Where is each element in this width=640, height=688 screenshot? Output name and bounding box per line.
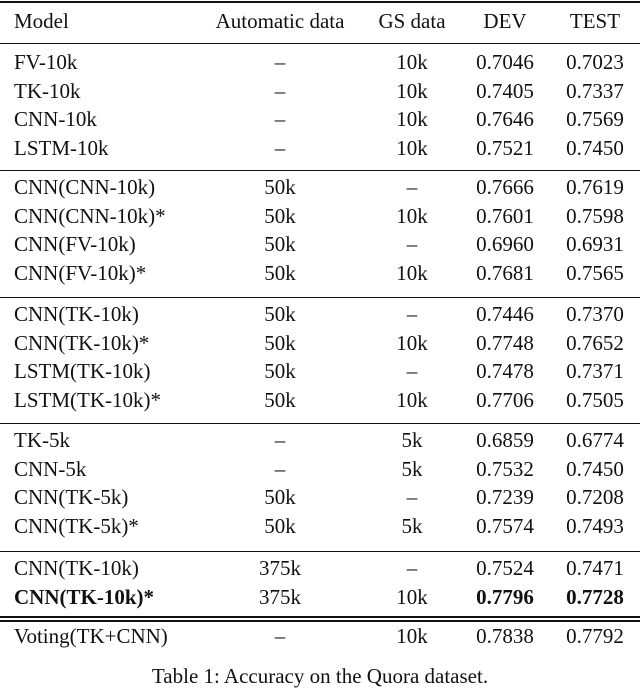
cell-gs-data: 10k <box>396 203 428 228</box>
cell-automatic-data: – <box>274 78 286 103</box>
cell-model: CNN(TK-5k) <box>14 485 129 510</box>
table-row <box>0 455 640 483</box>
cell-dev: 0.7681 <box>476 261 534 286</box>
cell-model: CNN(FV-10k) <box>14 232 136 257</box>
cell-model: CNN(CNN-10k) <box>14 175 156 199</box>
cell-model: CNN(TK-5k)* <box>14 514 139 539</box>
cell-automatic-data: 375k <box>259 556 301 580</box>
cell-gs-data: – <box>406 485 418 510</box>
cell-test: 0.6774 <box>566 428 624 452</box>
cell-test: 0.7652 <box>566 330 624 355</box>
cell-test: 0.7493 <box>566 514 624 539</box>
cell-model: TK-5k <box>14 428 70 452</box>
cell-model: LSTM(TK-10k)* <box>14 388 161 413</box>
cell-dev: 0.7405 <box>476 78 534 103</box>
cell-dev: 0.7532 <box>476 456 534 481</box>
header-test: TEST <box>569 9 621 33</box>
table-row <box>0 77 640 105</box>
header-dev: DEV <box>483 9 527 33</box>
cell-automatic-data: – <box>274 136 286 161</box>
cell-model: CNN(TK-10k) <box>14 556 139 580</box>
cell-model: CNN(CNN-10k)* <box>14 203 166 228</box>
cell-dev: 0.7646 <box>476 107 534 132</box>
cell-gs-data: 5k <box>401 456 423 481</box>
cell-dev: 0.7574 <box>476 514 534 539</box>
cell-test: 0.7023 <box>566 50 624 74</box>
header-automatic-data: Automatic data <box>215 9 345 33</box>
cell-automatic-data: – <box>274 456 286 481</box>
table-row <box>0 483 640 511</box>
cell-gs-data: – <box>406 359 418 384</box>
cell-automatic-data: 50k <box>264 302 296 326</box>
cell-test: 0.7471 <box>566 556 624 580</box>
group-separator <box>0 170 640 171</box>
cell-automatic-data: 50k <box>264 330 296 355</box>
cell-automatic-data: – <box>274 107 286 132</box>
table-caption: Table 1: Accuracy on the Quora dataset. <box>151 664 489 688</box>
cell-gs-data: – <box>406 232 418 257</box>
table-row <box>0 357 640 385</box>
table-row <box>0 583 640 611</box>
cell-automatic-data: 50k <box>264 203 296 228</box>
cell-test: 0.7565 <box>566 261 624 286</box>
cell-test: 0.7371 <box>566 359 624 384</box>
table-row <box>0 48 640 76</box>
cell-test: 0.7792 <box>566 624 624 648</box>
cell-test: 0.7370 <box>566 302 624 326</box>
cell-automatic-data: 50k <box>264 388 296 413</box>
cell-gs-data: 10k <box>396 388 428 413</box>
cell-dev: 0.7796 <box>476 584 534 609</box>
table-row <box>0 202 640 230</box>
cell-gs-data: 5k <box>401 514 423 539</box>
table-row <box>0 300 640 328</box>
cell-test: 0.7450 <box>566 456 624 481</box>
cell-automatic-data: 50k <box>264 514 296 539</box>
cell-dev: 0.7748 <box>476 330 534 355</box>
table-row <box>0 259 640 287</box>
cell-model: FV-10k <box>14 50 78 74</box>
cell-automatic-data: 50k <box>264 175 296 199</box>
table-row <box>0 230 640 258</box>
cell-dev: 0.7666 <box>476 175 534 199</box>
cell-model: CNN(TK-10k) <box>14 302 139 326</box>
cell-model: LSTM-10k <box>14 136 109 161</box>
cell-dev: 0.7521 <box>476 136 534 161</box>
cell-gs-data: 10k <box>396 584 428 609</box>
cell-automatic-data: 50k <box>264 261 296 286</box>
cell-test: 0.7728 <box>566 584 624 609</box>
cell-dev: 0.7478 <box>476 359 534 384</box>
cell-gs-data: 10k <box>396 624 428 648</box>
cell-dev: 0.6859 <box>476 428 534 452</box>
cell-test: 0.7337 <box>566 78 624 103</box>
cell-automatic-data: – <box>274 428 286 452</box>
cell-gs-data: 10k <box>396 50 428 74</box>
cell-dev: 0.7601 <box>476 203 534 228</box>
cell-model: CNN(FV-10k)* <box>14 261 147 286</box>
cell-dev: 0.7706 <box>476 388 534 413</box>
cell-test: 0.7619 <box>566 175 624 199</box>
cell-automatic-data: 50k <box>264 232 296 257</box>
cell-test: 0.7569 <box>566 107 624 132</box>
cell-model: CNN(TK-10k)* <box>14 584 154 609</box>
table-row <box>0 173 640 201</box>
cell-model: Voting(TK+CNN) <box>14 624 168 648</box>
cell-dev: 0.7524 <box>476 556 534 580</box>
table-row <box>0 426 640 454</box>
table-row <box>0 554 640 582</box>
cell-automatic-data: 375k <box>259 584 301 609</box>
top-rule <box>0 1 640 3</box>
cell-model: TK-10k <box>14 78 81 103</box>
cell-gs-data: – <box>406 556 418 580</box>
cell-gs-data: 10k <box>396 330 428 355</box>
cell-gs-data: 10k <box>396 261 428 286</box>
group-separator <box>0 423 640 424</box>
cell-gs-data: – <box>406 175 418 199</box>
table-row <box>0 105 640 133</box>
group-separator <box>0 551 640 552</box>
cell-model: CNN-5k <box>14 456 87 481</box>
double-rule-top <box>0 616 640 618</box>
header-row <box>0 7 640 35</box>
cell-model: LSTM(TK-10k) <box>14 359 151 384</box>
cell-automatic-data: 50k <box>264 359 296 384</box>
header-model: Model <box>14 9 69 33</box>
cell-model: CNN-10k <box>14 107 97 132</box>
cell-dev: 0.6960 <box>476 232 534 257</box>
cell-dev: 0.7446 <box>476 302 534 326</box>
table-row <box>0 512 640 540</box>
table-row <box>0 134 640 162</box>
cell-gs-data: 10k <box>396 107 428 132</box>
cell-dev: 0.7239 <box>476 485 534 510</box>
cell-test: 0.7208 <box>566 485 624 510</box>
cell-test: 0.7450 <box>566 136 624 161</box>
header-gs-data: GS data <box>378 9 446 33</box>
table-row <box>0 386 640 414</box>
header-rule <box>0 43 640 44</box>
group-separator <box>0 297 640 298</box>
cell-test: 0.7505 <box>566 388 624 413</box>
cell-gs-data: – <box>406 302 418 326</box>
cell-automatic-data: – <box>274 50 286 74</box>
cell-automatic-data: 50k <box>264 485 296 510</box>
cell-gs-data: 5k <box>401 428 423 452</box>
cell-gs-data: 10k <box>396 78 428 103</box>
cell-test: 0.7598 <box>566 203 624 228</box>
cell-test: 0.6931 <box>566 232 624 257</box>
cell-dev: 0.7046 <box>476 50 534 74</box>
voting-row <box>0 622 640 650</box>
cell-dev: 0.7838 <box>476 624 534 648</box>
table-row <box>0 329 640 357</box>
cell-automatic-data: – <box>274 624 286 648</box>
cell-model: CNN(TK-10k)* <box>14 330 150 355</box>
cell-gs-data: 10k <box>396 136 428 161</box>
